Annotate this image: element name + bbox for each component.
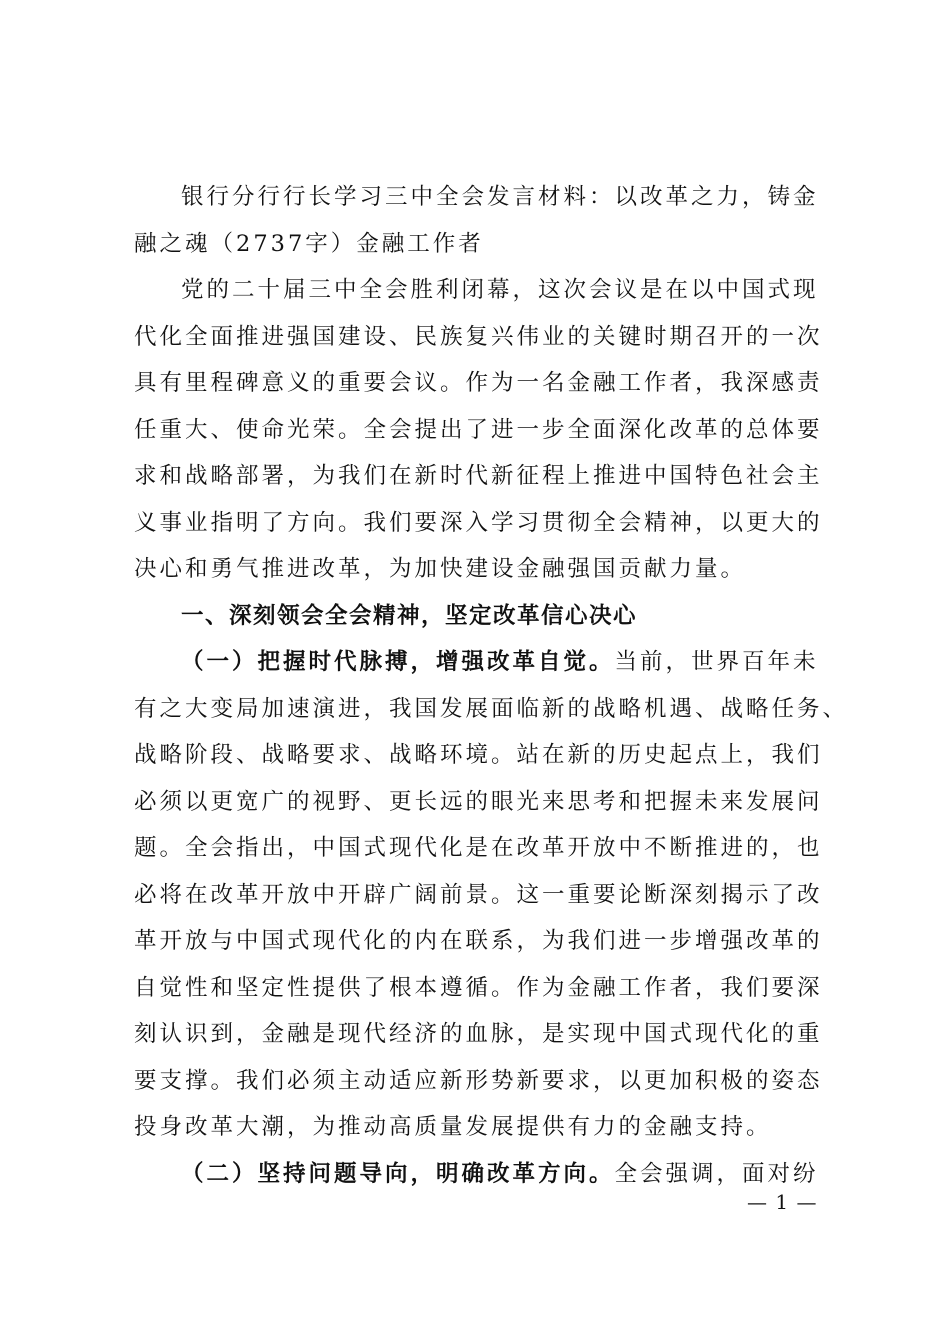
section-one-heading: 一、深刻领会全会精神，坚定改革信心决心: [181, 602, 638, 629]
title-line-1: 银行分行行长学习三中全会发言材料：以改革之力，铸金: [181, 184, 819, 210]
intro-line-3: 具有里程碑意义的重要会议。作为一名金融工作者，我深感责: [134, 370, 823, 396]
subsection-two-first-line-rest: 全会强调，面对纷: [614, 1160, 819, 1187]
subsection-one-line-4: 必须以更宽广的视野、更长远的眼光来思考和把握未来发展问: [134, 788, 823, 815]
intro-line-4: 任重大、使命光荣。全会提出了进一步全面深化改革的总体要: [134, 416, 823, 443]
subsection-one-lead: （一）把握时代脉搏，增强改革自觉。: [181, 649, 615, 675]
subsection-one-first-line: [134, 639, 824, 686]
subsection-one-line-10: 要支撑。我们必须主动适应新形势新要求，以更加积极的姿态: [134, 1067, 823, 1094]
subsection-one-line-11: 投身改革大潮，为推动高质量发展提供有力的金融支持。: [134, 1114, 772, 1140]
intro-line-7: 决心和勇气推进改革，为加快建设金融强国贡献力量。: [134, 556, 747, 582]
intro-line-5: 求和战略部署，为我们在新时代新征程上推进中国特色社会主: [134, 463, 823, 489]
subsection-one-line-5: 题。全会指出，中国式现代化是在改革开放中不断推进的，也: [134, 835, 823, 861]
subsection-one-line-3: 战略阶段、战略要求、战略环境。站在新的历史起点上，我们: [134, 742, 823, 768]
title-line-2: 融之魂（2737字）金融工作者: [134, 230, 484, 257]
subsection-one-line-8: 自觉性和坚定性提供了根本遵循。作为金融工作者，我们要深: [134, 974, 823, 1001]
subsection-one-line-7: 革开放与中国式现代化的内在联系，为我们进一步增强改革的: [134, 928, 823, 954]
intro-line-1: 党的二十届三中全会胜利闭幕，这次会议是在以中国式现: [181, 277, 819, 303]
subsection-one-line-6: 必将在改革开放中开辟广阔前景。这一重要论断深刻揭示了改: [134, 881, 823, 908]
document-body: [134, 174, 849, 1197]
subsection-one-line-2: 有之大变局加速演进，我国发展面临新的战略机遇、战略任务、: [134, 695, 849, 722]
subsection-two-lead: （二）坚持问题导向，明确改革方向。: [181, 1160, 615, 1187]
subsection-one-line-9: 刻认识到，金融是现代经济的血脉，是实现中国式现代化的重: [134, 1021, 823, 1047]
intro-line-6: 义事业指明了方向。我们要深入学习贯彻全会精神，以更大的: [134, 509, 823, 536]
subsection-one-first-line-rest: 当前，世界百年未: [614, 649, 819, 675]
subsection-two-first-line: [134, 1151, 824, 1198]
page-number: — 1 —: [747, 1190, 818, 1214]
intro-line-2: 代化全面推进强国建设、民族复兴伟业的关键时期召开的一次: [134, 323, 823, 350]
